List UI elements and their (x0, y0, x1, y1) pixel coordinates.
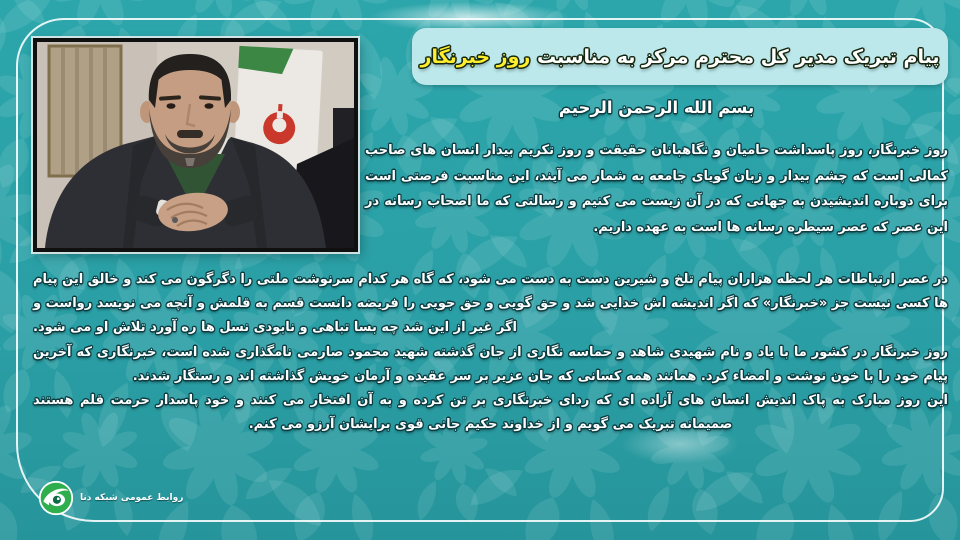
body-paragraph-3: روز خبرنگار در کشور ما با یاد و نام شهیدی شاهد و حماسه نگاری از جان گذشته شهید محمود صارمی نامگذاری شده است، خبرنگاری که آخرین پیام خود را با خون نوشت و امضاء کرد. همانند همه کسانی که جان عزیر بر سر عقیده و آرمان خویش گذاشته اند و رستگار شدند. (33, 344, 948, 384)
footer-logo (38, 480, 183, 516)
body-paragraph-2: در عصر ارتباطات هر لحظه هزاران پیام تلخ و شیرین دست به دست می شود، که گاه هر کدام سرنوشت ملتی را دگرگون می کند و خالق این پیام ها کسی نیست جز «خبرنگار» که اگر اندیشه اش خدایی شد و حق گویی و حق جویی را فریضه دانست قسم به قلمش و آنچه می نویسد رواست و اگر غیر از این شد چه بسا تباهی و نابودی نسل ها ره آورد تلاش او می شود. (33, 272, 948, 336)
body-paragraph-4: این روز مبارک به پاک اندیش انسان های آزاده ای که ردای خبرنگاری بر تن کرده و به آن افتخار می کنند و خود پاسدار حرمت قلم هستند صمیمانه تبریک می گویم و از خداوند حکیم جانی قوی برایشان آرزو می کنم. (33, 393, 948, 433)
dena-network-logo-icon (38, 480, 74, 516)
page-title (421, 46, 940, 68)
header-banner (412, 28, 948, 85)
page-title-main: پیام تبریک مدیر کل محترم مرکز به مناسبت (530, 45, 940, 68)
portrait-photo-graphic (37, 42, 354, 248)
portrait-photo (33, 38, 358, 252)
bismillah-text: بسم الله الرحمن الرحیم (558, 98, 755, 117)
message-body (33, 268, 948, 437)
page-title-highlight: روز خبرنگار (420, 45, 531, 68)
logo-caption: روابط عمومی شبکه دنا (80, 493, 184, 503)
body-paragraph-1: روز خبرنگار، روز پاسداشت حامیان و نگاهبانان حقیقت و روز تکریم بیدار انسان های صاحب کمالی است که چشم بیدار و زبان گویای جامعه به شمار می آیند، این مناسبت فرصتی است برای دوباره اندیشیدن به جهانی که در آن زیست می کنیم و رسالتی که ما اصحاب رسانه در این عصر که عصر سیطره رسانه ها است به عهده داریم. (365, 143, 948, 235)
